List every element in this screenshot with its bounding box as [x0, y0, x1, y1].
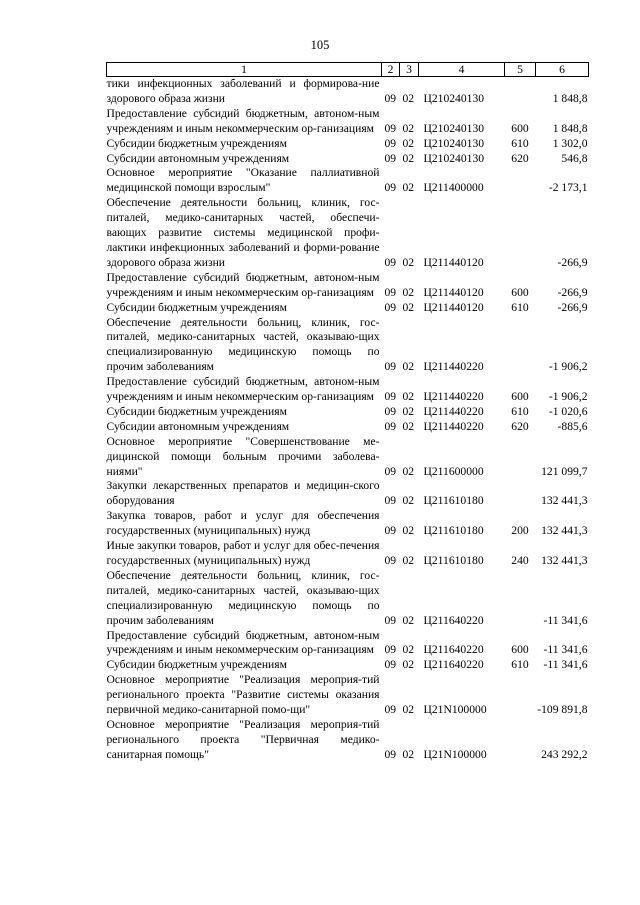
row-name: Субсидии автономным учреждениям: [106, 151, 290, 165]
row-amount: -109 891,8: [537, 703, 588, 717]
row-target-article: Ц211400000: [423, 181, 484, 195]
row-subsection: 02: [402, 121, 415, 135]
row-target-article: Ц211440120: [423, 300, 484, 314]
row-subsection: 02: [402, 136, 415, 150]
row-subsection: 02: [402, 494, 415, 508]
row-section: 09: [384, 151, 397, 165]
row-subsection: 02: [402, 390, 415, 404]
table-row: [107, 271, 589, 301]
row-amount: 1 302,0: [552, 136, 588, 150]
row-section: 09: [384, 136, 397, 150]
table-row: [107, 107, 589, 137]
header-col-4: 4: [419, 63, 505, 77]
row-target-article: Ц211640220: [423, 613, 484, 627]
row-section: 09: [384, 285, 397, 299]
row-target-article: Ц211610180: [423, 494, 484, 508]
table-row: [107, 405, 589, 420]
row-target-article: Ц211440220: [423, 419, 484, 433]
table-row: [107, 301, 589, 316]
row-amount: 243 292,2: [541, 747, 588, 761]
row-subsection: 02: [402, 300, 415, 314]
row-amount: 121 099,7: [541, 464, 588, 478]
row-target-article: Ц210240130: [423, 91, 485, 105]
row-section: 09: [384, 464, 397, 478]
row-expense-type: 620: [511, 151, 529, 165]
table-body: [107, 77, 589, 763]
row-name: Закупка товаров, работ и услуг для обеспечения государственных (муниципальных) нужд: [106, 509, 380, 538]
table-row: [107, 152, 589, 167]
row-target-article: Ц211600000: [423, 464, 484, 478]
row-name: Предоставление субсидий бюджетным, автоном-ным учреждениям и иным некоммерческим ор-ганизациям: [106, 628, 380, 657]
row-name: Обеспечение деятельности больниц, клиник, гос-питалей, медико-санитарных частей, обеспечи-вающих развитие системы медицинской профи-лактики инфекционных заболеваний и форми-рование здорового образа жизни: [106, 196, 380, 269]
row-name: Субсидии бюджетным учреждениям: [106, 136, 287, 150]
row-amount: -11 341,6: [543, 643, 588, 657]
row-expense-type: 610: [511, 300, 529, 314]
row-amount: 132 441,3: [541, 524, 588, 538]
row-subsection: 02: [402, 554, 415, 567]
row-subsection: 02: [402, 658, 415, 672]
row-section: 09: [384, 613, 397, 627]
header-col-1: 1: [107, 63, 382, 77]
row-section: 09: [384, 703, 397, 717]
page-number: 105: [310, 38, 330, 52]
row-amount: 132 441,3: [541, 494, 588, 508]
row-name: Обеспечение деятельности больниц, клиник, гос-питалей, медико-санитарных частей, оказываю-щих специализированную медицинскую помощь по прочим заболеваниям: [106, 315, 380, 374]
row-target-article: Ц211610180: [423, 524, 484, 538]
row-expense-type: [505, 479, 536, 509]
table-row: [107, 166, 589, 196]
row-target-article: Ц21N100000: [423, 747, 487, 761]
table-row: [107, 316, 589, 376]
row-section: 09: [384, 747, 397, 761]
header-col-6: 6: [536, 63, 589, 77]
table-row: [107, 509, 589, 539]
row-name: Основное мероприятие "Совершенствование ме-дицинской помощи больным прочими заболева-ниями": [106, 434, 380, 478]
row-target-article: Ц210240130: [423, 136, 485, 150]
row-section: 09: [384, 390, 397, 404]
row-expense-type: 600: [511, 121, 529, 135]
row-target-article: Ц211610180: [423, 554, 484, 567]
row-amount: -885,6: [557, 419, 588, 433]
row-subsection: 02: [402, 464, 415, 478]
row-amount: -11 341,6: [543, 658, 588, 672]
row-amount: -1 020,6: [548, 404, 588, 418]
row-target-article: Ц211440120: [423, 255, 484, 269]
row-expense-type: [505, 196, 536, 271]
row-target-article: Ц210240130: [423, 151, 485, 165]
row-expense-type: 610: [511, 136, 529, 150]
row-amount: -11 341,6: [543, 613, 588, 627]
row-target-article: Ц211640220: [423, 658, 484, 672]
row-name: Субсидии бюджетным учреждениям: [106, 404, 287, 418]
row-target-article: Ц211640220: [423, 643, 484, 657]
table-row: [107, 479, 589, 509]
row-amount: 546,8: [561, 151, 588, 165]
row-expense-type: 600: [511, 285, 529, 299]
table-row: [107, 539, 589, 569]
row-section: 09: [384, 658, 397, 672]
row-subsection: 02: [402, 747, 415, 761]
row-section: 09: [384, 419, 397, 433]
header-col-5: 5: [505, 63, 536, 77]
table-row: [107, 629, 589, 659]
table-row: [107, 435, 589, 480]
row-subsection: 02: [402, 524, 415, 538]
row-amount: 1 848,8: [552, 121, 588, 135]
row-section: 09: [384, 554, 397, 567]
row-subsection: 02: [402, 91, 415, 105]
row-section: 09: [384, 524, 397, 538]
row-subsection: 02: [402, 703, 415, 717]
row-section: 09: [384, 300, 397, 314]
row-section: 09: [384, 181, 397, 195]
table-row: [107, 77, 589, 107]
row-subsection: 02: [402, 360, 415, 374]
row-name: Предоставление субсидий бюджетным, автоном-ным учреждениям и иным некоммерческим ор-ганизациям: [106, 106, 380, 135]
table-row: [107, 137, 589, 152]
row-name: Субсидии автономным учреждениям: [106, 419, 290, 433]
row-expense-type: [505, 435, 536, 480]
row-subsection: 02: [402, 255, 415, 269]
header-row: [107, 63, 589, 77]
row-section: 09: [384, 360, 397, 374]
row-amount: -266,9: [557, 255, 588, 269]
row-amount: -1 906,2: [548, 390, 588, 404]
row-subsection: 02: [402, 151, 415, 165]
row-name: Субсидии бюджетным учреждениям: [106, 658, 287, 672]
row-name: Предоставление субсидий бюджетным, автоном-ным учреждениям и иным некоммерческим ор-ганизациям: [106, 270, 380, 299]
row-name: тики инфекционных заболеваний и формирова-ние здорового образа жизни: [106, 77, 380, 105]
row-target-article: Ц210240130: [423, 121, 485, 135]
table-row: [107, 420, 589, 435]
row-amount: 1 848,8: [552, 91, 588, 105]
row-expense-type: 610: [511, 404, 529, 418]
row-section: 09: [384, 255, 397, 269]
row-expense-type: [505, 166, 536, 196]
row-expense-type: 240: [511, 554, 529, 567]
row-section: 09: [384, 404, 397, 418]
row-subsection: 02: [402, 613, 415, 627]
row-expense-type: [505, 569, 536, 629]
row-name: Основное мероприятие "Реализация мероприя-тий регионального проекта "Развитие системы оказания первичной медико-санитарной помо-щи": [106, 673, 380, 717]
row-target-article: Ц211440220: [423, 404, 484, 418]
row-amount: 132 441,3: [541, 554, 588, 567]
row-amount: -266,9: [557, 300, 588, 314]
row-name: Субсидии бюджетным учреждениям: [106, 300, 287, 314]
row-target-article: Ц211440220: [423, 360, 484, 374]
row-name: Основное мероприятие "Реализация мероприя-тий регионального проекта "Первичная медико-санитарная помощь": [106, 717, 380, 761]
table-row: [107, 569, 589, 629]
row-expense-type: 620: [511, 419, 529, 433]
row-subsection: 02: [402, 643, 415, 657]
row-expense-type: 610: [511, 658, 529, 672]
row-target-article: Ц21N100000: [423, 703, 487, 717]
row-subsection: 02: [402, 419, 415, 433]
row-section: 09: [384, 494, 397, 508]
row-name: Предоставление субсидий бюджетным, автоном-ным учреждениям и иным некоммерческим ор-ганизациям: [106, 375, 380, 404]
row-target-article: Ц211440120: [423, 285, 484, 299]
row-subsection: 02: [402, 181, 415, 195]
header-col-2: 2: [382, 63, 400, 77]
table-row: [107, 718, 589, 763]
row-expense-type: [505, 77, 536, 107]
table-row: [107, 375, 589, 405]
row-name: Обеспечение деятельности больниц, клиник, гос-питалей, медико-санитарных частей, оказываю-щих специализированную медицинскую помощь по прочим заболеваниям: [106, 568, 380, 627]
row-amount: -1 906,2: [548, 360, 588, 374]
row-section: 09: [384, 643, 397, 657]
row-section: 09: [384, 91, 397, 105]
row-expense-type: 600: [511, 643, 529, 657]
row-subsection: 02: [402, 285, 415, 299]
row-name: Закупки лекарственных препаратов и медицин-ского оборудования: [106, 479, 380, 508]
table-row: [107, 196, 589, 271]
row-name: Основное мероприятие "Оказание паллиативной медицинской помощи взрослым": [106, 166, 380, 195]
row-name: Иные закупки товаров, работ и услуг для обес-печения государственных (муниципальных) нужд: [106, 539, 380, 567]
table-row: [107, 658, 589, 673]
row-expense-type: 200: [511, 524, 529, 538]
budget-table: [106, 62, 589, 763]
header-col-3: 3: [400, 63, 419, 77]
row-expense-type: [505, 316, 536, 376]
row-expense-type: [505, 673, 536, 718]
row-expense-type: 600: [511, 390, 529, 404]
table-row: [107, 673, 589, 718]
row-expense-type: [505, 718, 536, 763]
row-section: 09: [384, 121, 397, 135]
row-target-article: Ц211440220: [423, 390, 484, 404]
row-amount: -266,9: [557, 285, 588, 299]
row-amount: -2 173,1: [548, 181, 588, 195]
row-subsection: 02: [402, 404, 415, 418]
